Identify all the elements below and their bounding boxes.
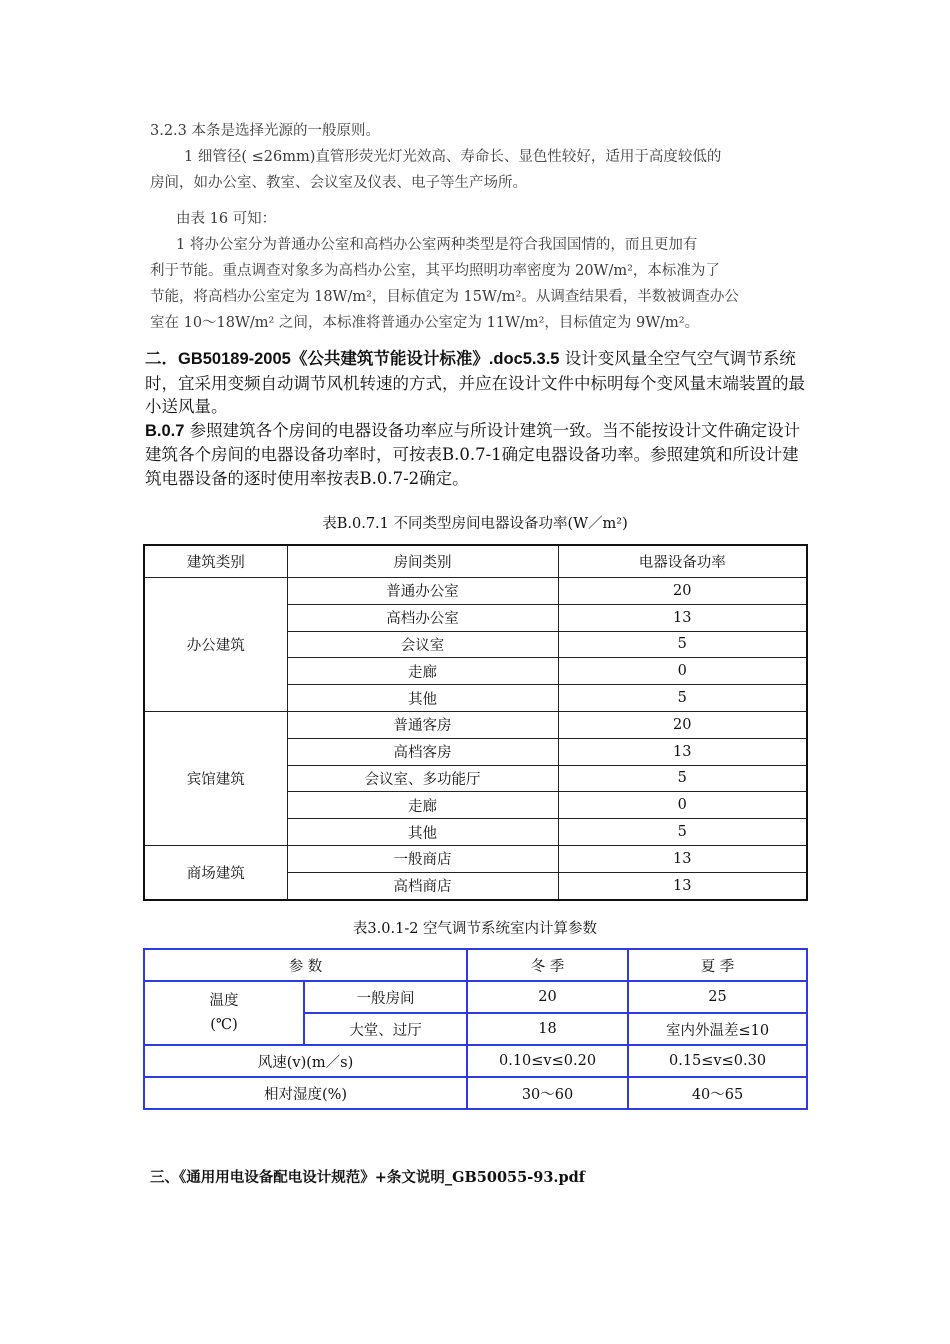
- power-cell: 5: [558, 631, 807, 658]
- table-header-row: [144, 545, 807, 578]
- paragraph-text: 参照建筑各个房间的电器设备功率应与所设计建筑一致。当不能按设计文件确定设计建筑各个房间的电器设备功率时，可按表B.0.7-1确定电器设备功率。参照建筑和所设计建筑电器设备的逐时使用率按表B.0.7-2确定。: [145, 420, 801, 488]
- cell-text: (℃): [210, 1017, 238, 1033]
- power-cell: 20: [558, 711, 807, 738]
- table-caption: 表B.0.7.1 不同类型房间电器设备功率(W／m²): [322, 516, 628, 532]
- header-cell: 参 数: [144, 949, 467, 981]
- row-label-cell: [144, 981, 304, 1045]
- table-cell: 风速(v)(m／s): [144, 1045, 467, 1077]
- header-cell: 夏 季: [628, 949, 807, 981]
- category-cell: 办公建筑: [144, 578, 287, 712]
- scan-line: 由表 16 可知：: [176, 211, 277, 227]
- section-heading: 二．GB50189-2005《公共建筑节能设计标准》.doc5.3.5: [145, 350, 560, 368]
- power-cell: 13: [558, 604, 807, 631]
- header-cell: 建筑类别: [144, 545, 287, 578]
- header-cell: 冬 季: [467, 949, 628, 981]
- table-cell: 大堂、过厅: [304, 1013, 467, 1045]
- table-cell: 25: [628, 981, 807, 1013]
- room-type-cell: 一般商店: [287, 845, 558, 872]
- paragraph: [145, 347, 810, 419]
- header-cell: 房间类别: [287, 545, 558, 578]
- power-cell: 0: [558, 658, 807, 685]
- ac-parameters-table: [143, 948, 808, 1110]
- scan-line: 1 将办公室分为普通办公室和高档办公室两种类型是符合我国国情的，而且更加有: [176, 237, 698, 253]
- room-type-cell: 其他: [287, 819, 558, 846]
- room-type-cell: 普通客房: [287, 711, 558, 738]
- power-cell: 0: [558, 792, 807, 819]
- scan-line: 3.2.3 本条是选择光源的一般原则。: [150, 123, 381, 139]
- section-2: [145, 347, 810, 490]
- paragraph-text: 设计变风量全空气空气调节系统时，宜采用变频自动调节风机转速的方式，并应在设计文件中标明每个变风量末端装置的最小送风量。: [145, 349, 805, 416]
- table-caption: 表3.0.1-2 空气调节系统室内计算参数: [352, 921, 598, 937]
- scan-line: 房间，如办公室、教室、会议室及仪表、电子等生产场所。: [150, 175, 527, 191]
- power-cell: 13: [558, 872, 807, 899]
- power-cell: 5: [558, 685, 807, 712]
- cell-text: 温度: [209, 993, 239, 1009]
- room-type-cell: 高档客房: [287, 738, 558, 765]
- room-type-cell: 走廊: [287, 792, 558, 819]
- table-cell: 20: [467, 981, 628, 1013]
- table-row: [144, 711, 807, 738]
- equipment-power-table: [143, 544, 808, 901]
- power-cell: 13: [558, 845, 807, 872]
- table-row: [144, 578, 807, 605]
- table-cell: 0.10≤v≤0.20: [467, 1045, 628, 1077]
- table-cell: 室内外温差≤10: [628, 1013, 807, 1045]
- header-cell: 电器设备功率: [558, 545, 807, 578]
- power-cell: 5: [558, 765, 807, 792]
- scan-line: 利于节能。重点调查对象多为高档办公室，其平均照明功率密度为 20W/m²，本标准为了: [150, 263, 720, 279]
- scan-line: 1 细管径( ≤26mm)直管形荧光灯光效高、寿命长、显色性较好，适用于高度较低的: [184, 149, 722, 165]
- category-cell: 宾馆建筑: [144, 711, 287, 845]
- scan-line: 节能，将高档办公室定为 18W/m²，目标值定为 15W/m²。从调查结果看，半数被调查办公: [150, 289, 739, 305]
- power-cell: 5: [558, 819, 807, 846]
- room-type-cell: 普通办公室: [287, 578, 558, 605]
- table-row: [144, 845, 807, 872]
- power-cell: 13: [558, 738, 807, 765]
- table-cell: 30～60: [467, 1077, 628, 1109]
- table-cell: 一般房间: [304, 981, 467, 1013]
- room-type-cell: 会议室、多功能厅: [287, 765, 558, 792]
- power-cell: 20: [558, 578, 807, 605]
- room-type-cell: 会议室: [287, 631, 558, 658]
- room-type-cell: 走廊: [287, 658, 558, 685]
- category-cell: 商场建筑: [144, 845, 287, 899]
- room-type-cell: 高档办公室: [287, 604, 558, 631]
- table-cell: 相对湿度(%): [144, 1077, 467, 1109]
- table-cell: 40～65: [628, 1077, 807, 1109]
- paragraph: [145, 419, 810, 491]
- room-type-cell: 高档商店: [287, 872, 558, 899]
- scanned-excerpt: [150, 118, 810, 336]
- scan-line: 室在 10～18W/m² 之间，本标准将普通办公室定为 11W/m²，目标值定为 9W/m²。: [150, 315, 700, 331]
- table-cell: 18: [467, 1013, 628, 1045]
- room-type-cell: 其他: [287, 685, 558, 712]
- section-3-heading: 三、《通用用电设备配电设计规范》+条文说明_GB50055-93.pdf: [150, 1169, 585, 1186]
- clause-number: B.0.7: [145, 421, 185, 440]
- table-cell: 0.15≤v≤0.30: [628, 1045, 807, 1077]
